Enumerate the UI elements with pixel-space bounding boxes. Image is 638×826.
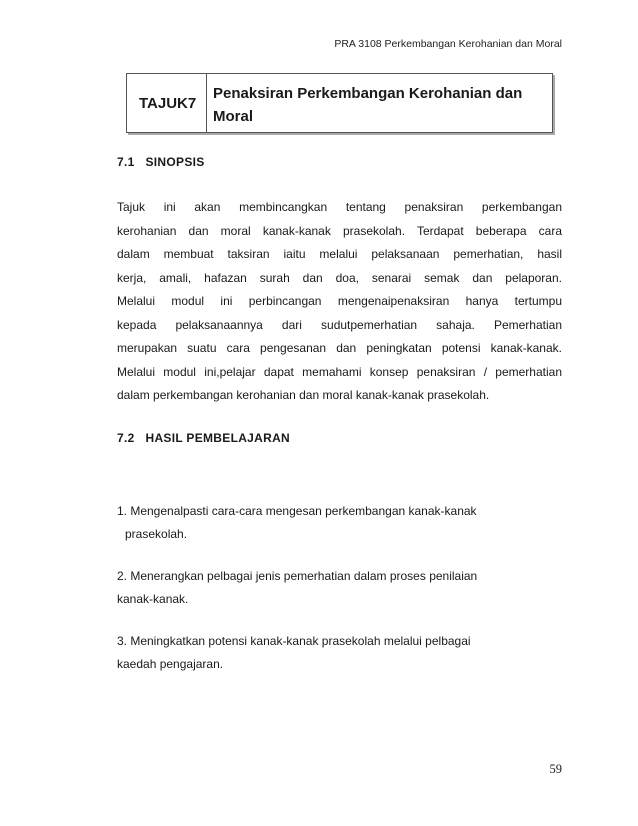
- synopsis-line: kerohanian dan moral kanak-kanak prasekolah. Terdapat beberapa cara: [117, 223, 562, 238]
- outcome-item-line-1: 3. Meningkatkan potensi kanak-kanak prasekolah melalui pelbagai: [117, 634, 471, 648]
- synopsis-line: kepada pelaksanaannya dari sudutpemerhatian sahaja. Pemerhatian: [117, 317, 562, 332]
- outcome-item-line-2: prasekolah.: [125, 526, 188, 541]
- outcome-item: [117, 565, 557, 610]
- topic-title: [207, 74, 552, 132]
- synopsis-line: kerja, amali, hafazan surah dan doa, senarai semak dan pelaporan.: [117, 270, 562, 285]
- synopsis-line: dalam membuat taksiran iaitu melalui pelaksanaan pemerhatian, hasil: [117, 247, 562, 261]
- synopsis-line: Tajuk ini akan membincangkan tentang penaksiran perkembangan: [117, 200, 562, 214]
- outcome-item: [117, 500, 557, 545]
- topic-title-line-2: Moral: [213, 108, 254, 125]
- outcome-item-line-1: 2. Menerangkan pelbagai jenis pemerhatian dalam proses penilaian: [117, 569, 478, 583]
- synopsis-line: dalam perkembangan kerohanian dan moral kanak-kanak prasekolah.: [117, 388, 490, 402]
- synopsis-line: Melalui modul ini perbincangan mengenaipenaksiran hanya tertumpu: [117, 294, 562, 308]
- topic-title-line-1: Penaksiran Perkembangan Kerohanian dan: [213, 85, 523, 102]
- page-number: 59: [549, 762, 562, 776]
- outcomes-heading: 7.2 HASIL PEMBELAJARAN: [117, 431, 291, 445]
- outcome-item: [117, 630, 557, 675]
- topic-title-box: [126, 73, 553, 133]
- synopsis-paragraph: [117, 196, 562, 408]
- outcome-item-line-2: kaedah pengajaran.: [117, 656, 224, 671]
- synopsis-line: merupakan suatu cara pengesanan dan peningkatan potensi kanak-kanak.: [117, 341, 562, 355]
- topic-code: TAJUK7: [127, 74, 207, 132]
- synopsis-line: Melalui modul ini,pelajar dapat memahami konsep penaksiran / pemerhatian: [117, 364, 562, 379]
- outcome-item-line-2: kanak-kanak.: [117, 591, 189, 606]
- running-header: PRA 3108 Perkembangan Kerohanian dan Moral: [334, 38, 562, 50]
- synopsis-heading: 7.1 SINOPSIS: [117, 155, 205, 169]
- outcome-item-line-1: 1. Mengenalpasti cara-cara mengesan perkembangan kanak-kanak: [117, 504, 477, 518]
